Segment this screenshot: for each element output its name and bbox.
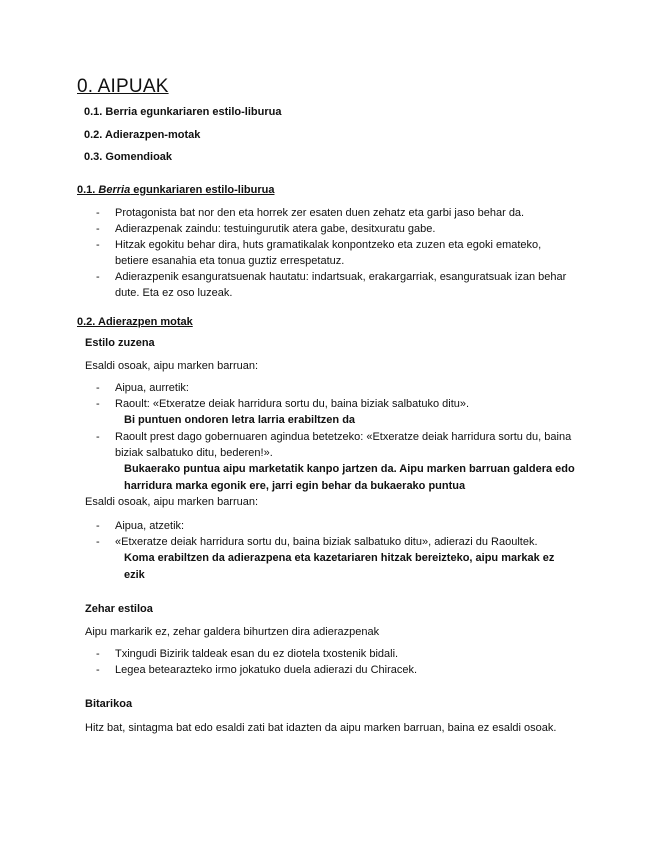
list-item: - «Etxeratze deiak harridura sortu du, baina biziak salbatuko ditu», adierazi du Raoultek. Koma erabiltzen da adierazpena eta kazetariaren hitzak bereizteko, aipu markak ez ezik <box>96 534 576 584</box>
list-item: - Hitzak egokitu behar dira, huts gramatikalak konpontzeko eta zuzen eta egoki emateko, betiere esanahia eta tonua guztiz errespetatuz. <box>96 239 542 267</box>
bitarikoa-text: Hitz bat, sintagma bat edo esaldi zati bat idazten da aipu marken barruan, baina ez esaldi osoak. <box>85 722 557 734</box>
zehar-estiloa-list <box>96 646 576 678</box>
rule-note: Bukaerako puntua aipu marketatik kanpo jartzen da. Aipu marken barruan galdera edo harridura marka egonik ere, jarri egin behar da bukaerako puntua <box>124 463 575 492</box>
section-1-heading <box>77 184 274 196</box>
list-item: - Raoult: «Etxeratze deiak harridura sortu du, baina biziak salbatuko ditu». Bi puntuen ondoren letra larria erabiltzen da <box>96 396 576 429</box>
section-2-heading: 0.2. Adierazpen motak <box>77 316 193 328</box>
section-1-number: 0.1. <box>77 184 99 196</box>
list-item: - Adierazpenik esanguratsuenak hautatu: indartsuak, erakargarriak, esanguratsuak izan behar dute. Eta ez oso luzeak. <box>96 271 567 299</box>
bitarikoa-title: Bitarikoa <box>85 698 133 710</box>
list-item: - Raoult prest dago gobernuaren agindua betetzeko: «Etxeratze deiak harridura sortu du, baina biziak salbatuko ditu, bederen!». Bukaerako puntua aipu marketatik kanpo jartzen da. Aipu marken barruan galdera edo harridura marka egonik ere, jarri egin behar da bukaerako puntua <box>96 429 576 495</box>
rule-note: Bi puntuen ondoren letra larria erabiltzen da <box>124 414 356 426</box>
estilo-zuzena-list-1 <box>96 380 576 495</box>
list-item: - Adierazpenak zaindu: testuingurutik atera gabe, desitxuratu gabe. <box>96 223 436 235</box>
section-1-heading-rest: egunkariaren estilo-liburua <box>130 184 275 196</box>
estilo-zuzena-intro-2: Esaldi osoak, aipu marken barruan: <box>85 496 259 508</box>
zehar-estiloa-intro: Aipu markarik ez, zehar galdera bihurtzen dira adierazpenak <box>85 626 380 638</box>
list-item: - Aipua, aurretik: <box>96 382 189 394</box>
page-title: 0. AIPUAK <box>77 76 169 97</box>
zehar-estiloa-title: Zehar estiloa <box>85 603 153 615</box>
section-1-list <box>96 205 576 301</box>
estilo-zuzena-title: Estilo zuzena <box>85 337 155 349</box>
list-item: - Txingudi Bizirik taldeak esan du ez diotela txostenik bidali. <box>96 648 399 660</box>
list-item: - Protagonista bat nor den eta horrek zer esaten duen zehatz eta garbi jaso behar da. <box>96 207 525 219</box>
rule-note: Koma erabiltzen da adierazpena eta kazetariaren hitzak bereizteko, aipu markak ez ezik <box>124 552 555 581</box>
section-1-italic: Berria <box>98 184 131 196</box>
estilo-zuzena-list-2 <box>96 518 576 584</box>
toc-item-1: 0.1. Berria egunkariaren estilo-liburua <box>84 106 282 118</box>
toc-item-3: 0.3. Gomendioak <box>84 151 173 163</box>
list-item: - Legea betearazteko irmo jokatuko duela adierazi du Chiracek. <box>96 664 418 676</box>
list-item: - Aipua, atzetik: <box>96 520 185 532</box>
estilo-zuzena-intro-1: Esaldi osoak, aipu marken barruan: <box>85 360 259 372</box>
toc-item-2: 0.2. Adierazpen-motak <box>84 129 201 141</box>
